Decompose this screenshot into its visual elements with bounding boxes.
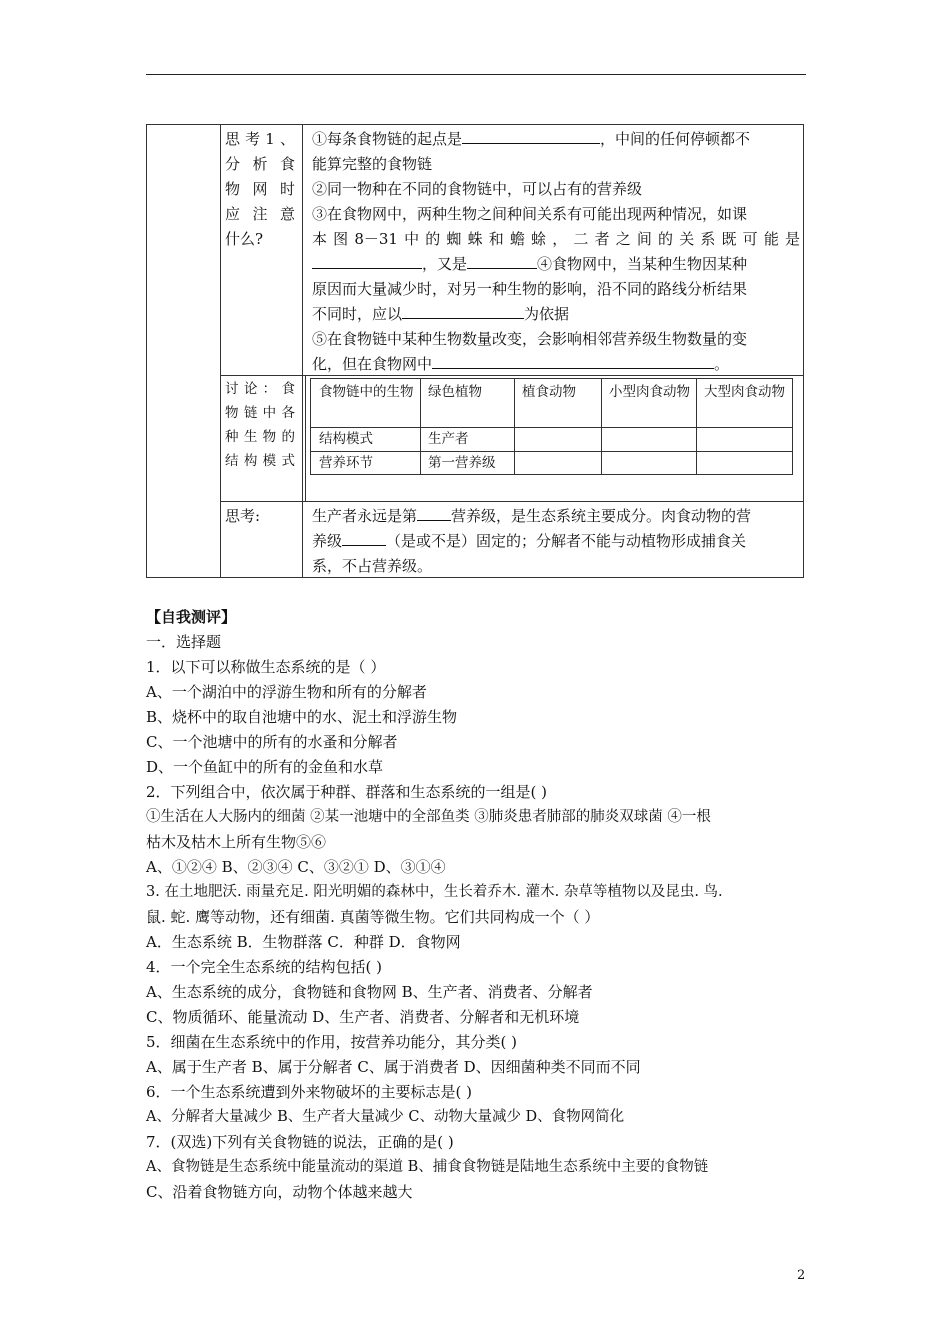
question-line: 3. 在土地肥沃. 雨量充足. 阳光明媚的森林中，生长着乔木. 灌木. 杂草等植物以及昆虫. 鸟. bbox=[146, 884, 723, 900]
option-line: A、一个湖泊中的浮游生物和所有的分解者 bbox=[146, 683, 427, 701]
question-line: 思考1、 bbox=[225, 130, 295, 148]
fill-blank[interactable] bbox=[342, 529, 386, 546]
answer-text: 能算完整的食物链 bbox=[312, 155, 433, 173]
answer-text: ②同一物种在不同的食物链中，可以占有的营养级 bbox=[312, 180, 643, 198]
question-line: 5．细菌在生态系统中的作用，按营养功能分，其分类( ) bbox=[146, 1033, 518, 1051]
table-column-divider bbox=[302, 125, 303, 577]
inner-cell: 第一营养级 bbox=[428, 455, 496, 471]
option-line: A、生态系统的成分，食物链和食物网 B、生产者、消费者、分解者 bbox=[146, 983, 593, 1001]
self-test-section bbox=[146, 605, 816, 1205]
question-line: 鼠. 蛇. 鹰等动物，还有细菌. 真菌等微生物。它们共同构成一个（ ） bbox=[146, 908, 600, 926]
answer-text: ，又是 bbox=[422, 255, 468, 273]
question-cell-think2: 思考: bbox=[225, 507, 261, 525]
header-rule bbox=[146, 74, 806, 75]
fill-blank[interactable] bbox=[462, 127, 600, 144]
option-line: A、属于生产者 B、属于分解者 C、属于消费者 D、因细菌种类不同而不同 bbox=[146, 1058, 641, 1076]
question-line: 6．一个生态系统遭到外来物破坏的主要标志是( ) bbox=[146, 1083, 473, 1101]
answer-text: ①每条食物链的起点是 bbox=[312, 130, 463, 148]
question-line: 物 网 时 bbox=[225, 180, 295, 198]
question-line: 种生物的 bbox=[225, 429, 295, 445]
question-line: 分 析 食 bbox=[225, 155, 295, 173]
option-line: C、一个池塘中的所有的水蚤和分解者 bbox=[146, 733, 398, 751]
answer-text: ⑤在食物链中某种生物数量改变，会影响相邻营养级生物数量的变 bbox=[312, 330, 748, 348]
answer-text: 原因而大量减少时，对另一种生物的影响，沿不同的路线分析结果 bbox=[312, 280, 748, 298]
table-column-divider bbox=[305, 375, 306, 501]
question-line: 7．(双选)下列有关食物链的说法，正确的是( ) bbox=[146, 1133, 454, 1151]
answer-text: （是或不是）固定的；分解者不能与动植物形成捕食关 bbox=[386, 532, 747, 550]
table-row-divider bbox=[220, 501, 803, 502]
fill-blank[interactable] bbox=[402, 302, 524, 319]
option-line: D、一个鱼缸中的所有的金鱼和水草 bbox=[146, 758, 384, 776]
answer-text: 营养级，是生态系统主要成分。肉食动物的营 bbox=[451, 507, 752, 525]
inner-header-cell: 植食动物 bbox=[522, 384, 576, 400]
inner-row-divider bbox=[311, 451, 792, 452]
inner-header-cell: 食物链中的生物 bbox=[319, 384, 414, 400]
answer-text: ，中间的任何停顿都不 bbox=[600, 130, 751, 148]
option-line: 枯木及枯木上所有生物⑤⑥ bbox=[146, 833, 327, 851]
answer-text: 不同时，应以 bbox=[312, 305, 403, 323]
self-test-title: 【自我测评】 bbox=[146, 608, 237, 626]
question-line: 结构模式 bbox=[225, 453, 295, 469]
fill-blank[interactable] bbox=[417, 504, 451, 521]
question-line: 讨论：食 bbox=[225, 381, 295, 397]
fill-blank[interactable] bbox=[467, 252, 537, 269]
section-heading: 一．选择题 bbox=[146, 633, 222, 651]
inner-row-divider bbox=[311, 427, 792, 428]
answer-text: ④食物网中，当某种生物因某种 bbox=[537, 255, 748, 273]
fill-blank[interactable] bbox=[312, 252, 422, 269]
option-line: B、烧杯中的取自池塘中的水、泥土和浮游生物 bbox=[146, 708, 458, 726]
question-line: 应 注 意 bbox=[225, 205, 295, 223]
inner-header-cell: 大型肉食动物 bbox=[704, 384, 785, 400]
answer-text: 系，不占营养级。 bbox=[312, 557, 433, 575]
question-cell-think1 bbox=[225, 127, 295, 252]
table-column-divider bbox=[220, 125, 221, 577]
question-line: 2．下列组合中，依次属于种群、群落和生态系统的一组是( ) bbox=[146, 783, 548, 801]
answer-text: 。 bbox=[714, 355, 730, 373]
answer-cell-think2 bbox=[312, 504, 800, 579]
answer-text: 生产者永远是第 bbox=[312, 507, 418, 525]
option-line: A．生态系统 B．生物群落 C．种群 D．食物网 bbox=[146, 933, 461, 951]
page-number: 2 bbox=[797, 1268, 806, 1283]
structure-pattern-table bbox=[310, 378, 793, 475]
inner-header-cell: 绿色植物 bbox=[428, 384, 482, 400]
answer-text: 化，但在食物网中 bbox=[312, 355, 433, 373]
option-line: A、①②④ B、②③④ C、③②① D、③①④ bbox=[146, 858, 446, 876]
inner-header-cell: 小型肉食动物 bbox=[609, 384, 690, 400]
question-line: 1．以下可以称做生态系统的是（ ） bbox=[146, 658, 386, 676]
answer-text: 养级 bbox=[312, 532, 343, 550]
option-line: ①生活在人大肠内的细菌 ②某一池塘中的全部鱼类 ③肺炎患者肺部的肺炎双球菌 ④一根 bbox=[146, 809, 711, 825]
inner-cell: 结构模式 bbox=[319, 431, 373, 447]
inner-cell: 营养环节 bbox=[319, 455, 373, 471]
option-line: A、食物链是生态系统中能量流动的渠道 B、捕食食物链是陆地生态系统中主要的食物链 bbox=[146, 1159, 709, 1175]
study-table bbox=[146, 124, 804, 578]
question-line: 4．一个完全生态系统的结构包括( ) bbox=[146, 958, 383, 976]
question-line: 什么? bbox=[225, 230, 264, 248]
question-line: 物链中各 bbox=[225, 405, 295, 421]
answer-text: 为依据 bbox=[524, 305, 570, 323]
answer-text: ③在食物网中，两种生物之间种间关系有可能出现两种情况，如课 bbox=[312, 205, 748, 223]
question-cell-discussion bbox=[225, 377, 295, 473]
answer-cell-think1 bbox=[312, 127, 800, 377]
inner-cell: 生产者 bbox=[428, 431, 469, 447]
option-line: A、分解者大量减少 B、生产者大量减少 C、动物大量减少 D、食物网简化 bbox=[146, 1109, 625, 1125]
option-line: C、沿着食物链方向，动物个体越来越大 bbox=[146, 1183, 413, 1201]
answer-text: 本图8－31中的蜘蛛和蟾蜍，二者之间的关系既可能是 bbox=[312, 230, 800, 248]
option-line: C、物质循环、能量流动 D、生产者、消费者、分解者和无机环境 bbox=[146, 1008, 580, 1026]
fill-blank[interactable] bbox=[432, 352, 714, 369]
